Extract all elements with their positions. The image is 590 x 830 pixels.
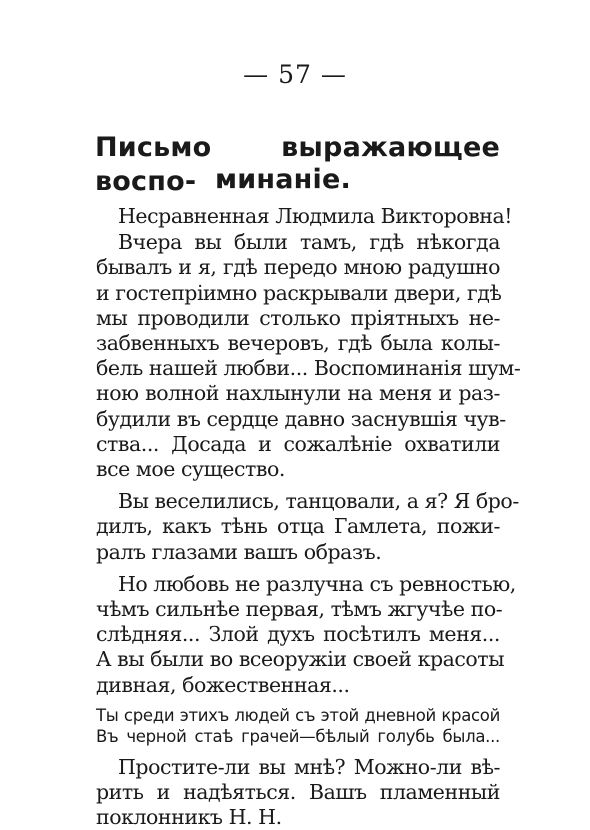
paragraph-3-line: А вы были во всеоружіи своей красоты (96, 647, 505, 672)
paragraph-1-line: забвенныхъ вечеровъ, гдѣ была колы- (96, 331, 500, 355)
paragraph-2-line: Вы веселились, танцовали, а я? Я бро- (118, 489, 519, 514)
poem-line: Ты среди этихъ людей съ этой дневной красой (96, 705, 500, 725)
paragraph-4-line: Простите-ли вы мнѣ? Можно-ли вѣ- (118, 754, 500, 779)
paragraph-3-line: чѣмъ сильнѣе первая, тѣмъ жгучѣе по- (96, 597, 503, 621)
page-number: — 57 — (243, 60, 347, 89)
paragraph-1-line: бывалъ и я, гдѣ передо мною радушно (96, 255, 500, 280)
letter-title-line-1: Письмо выражающее воспо- (95, 132, 500, 197)
paragraph-1-line: будили въ сердце давно заснувшія чув- (96, 406, 506, 431)
paragraph-1-line: ства... Досада и сожалѣніе охватили (96, 431, 500, 456)
paragraph-3-line: слѣдняя... Злой духъ посѣтилъ меня... (96, 622, 500, 647)
paragraph-1-line: ною волной нахлынули на меня и раз- (96, 381, 500, 406)
paragraph-1-line: Вчера вы были тамъ, гдѣ нѣкогда (118, 230, 500, 255)
paragraph-2-line: ралъ глазами вашъ образъ. (96, 539, 382, 564)
paragraph-3-line: дивная, божественная... (96, 672, 350, 697)
letter-title-line-2: минаніе. (215, 164, 351, 195)
paragraph-4-line: поклонникъ Н. Н. (96, 805, 282, 830)
paragraph-3-line: Но любовь не разлучна съ ревностью, (118, 571, 516, 596)
paragraph-1-line: мы проводили столько пріятныхъ не- (96, 305, 500, 330)
poem-line: Въ черной стаѣ грачей—бѣлый голубь была... (96, 727, 500, 747)
paragraph-1-line: все мое существо. (96, 457, 285, 481)
salutation: Несравненная Людмила Викторовна! (118, 204, 513, 228)
paragraph-2-line: дилъ, какъ тѣнь отца Гамлета, пожи- (96, 514, 500, 539)
paragraph-4-line: рить и надѣяться. Вашъ пламенный (96, 780, 500, 804)
paragraph-1-line: бель нашей любви... Воспоминанія шум- (96, 356, 521, 381)
paragraph-1-line: и гостепріимно раскрывали двери, гдѣ (96, 280, 502, 305)
